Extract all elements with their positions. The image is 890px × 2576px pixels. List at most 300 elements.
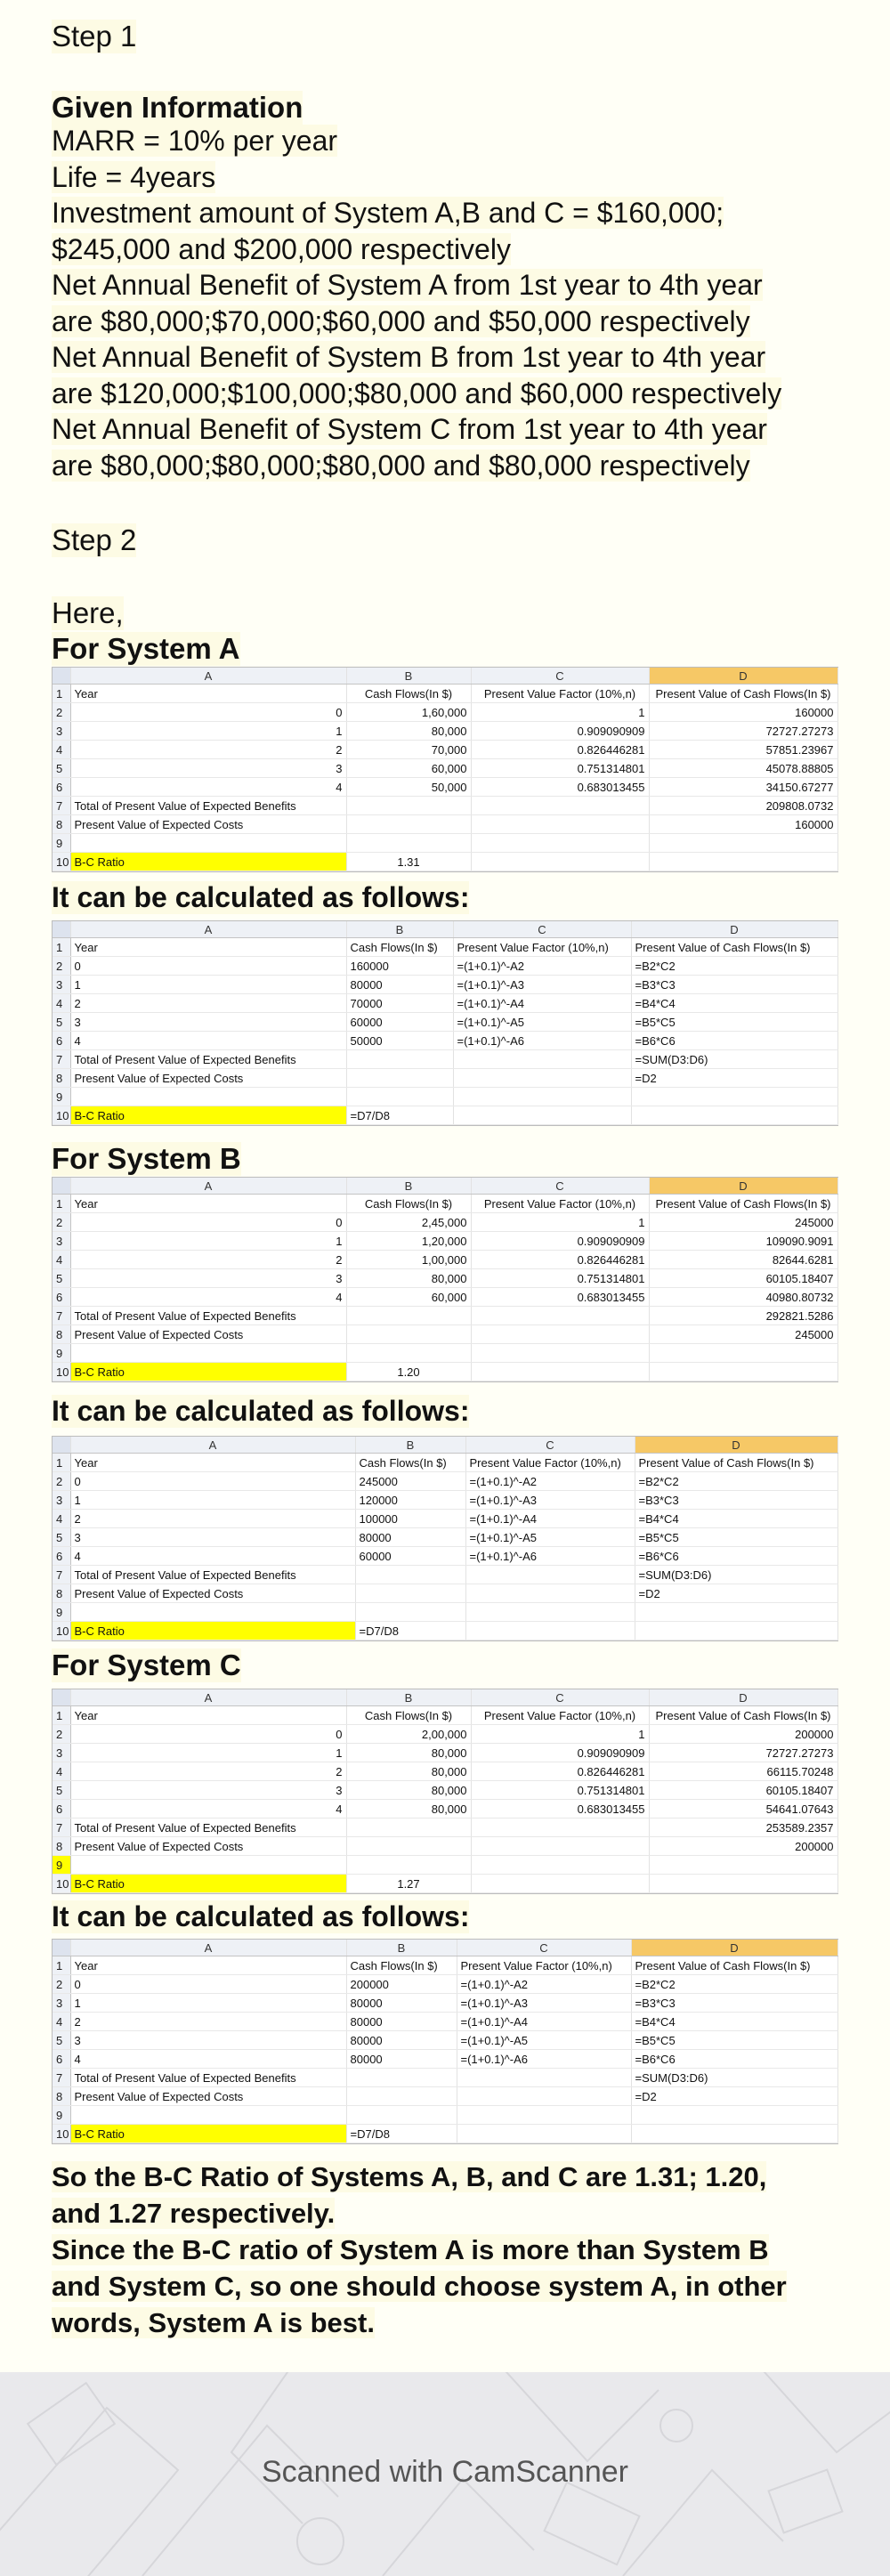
year-cell: 1	[70, 1744, 346, 1762]
row-number: 9	[53, 1856, 70, 1875]
given-line: Net Annual Benefit of System A from 1st year to 4th year	[52, 269, 763, 301]
row-number: 6	[53, 1800, 70, 1819]
column-header-d: D	[649, 1178, 837, 1195]
bc-ratio-label: B-C Ratio	[70, 1363, 346, 1381]
pv-formula-cell: =B2*C2	[631, 1975, 837, 1994]
row-number: 1	[53, 1454, 70, 1472]
row-number: 3	[53, 1491, 70, 1510]
pv-formula-cell: =B3*C3	[631, 976, 837, 994]
row-number: 6	[53, 1032, 70, 1050]
pv-cell: 57851.23967	[649, 741, 837, 759]
pv-costs-value: 160000	[649, 815, 837, 834]
row-number: 8	[53, 2087, 70, 2106]
column-header-b: B	[346, 1178, 471, 1195]
column-header-c: C	[465, 1437, 635, 1454]
row-number: 4	[53, 1251, 70, 1269]
pvf-cell: 0.826446281	[471, 741, 649, 759]
row-number: 9	[53, 834, 70, 853]
given-line: are $120,000;$100,000;$80,000 and $60,000 respectively	[52, 377, 782, 409]
column-header-c: C	[471, 1178, 649, 1195]
given-line: Life = 4years	[52, 160, 216, 193]
pv-formula-cell: =B5*C5	[631, 2031, 837, 2050]
calculation-heading: It can be calculated as follows:	[52, 1395, 470, 1427]
cash-cell: 60000	[355, 1547, 465, 1566]
pv-cell: 72727.27273	[649, 722, 837, 741]
year-cell: 4	[70, 1032, 346, 1050]
year-cell: 1	[70, 1491, 355, 1510]
row-number: 4	[53, 741, 70, 759]
bc-ratio-label: B-C Ratio	[70, 1875, 346, 1893]
pv-header: Present Value of Cash Flows(In $)	[649, 685, 837, 703]
pv-costs-label: Present Value of Expected Costs	[70, 1584, 355, 1603]
row-number: 4	[53, 1762, 70, 1781]
year-cell: 1	[70, 1994, 346, 2013]
pvf-cell: 0.751314801	[471, 759, 649, 778]
pv-formula-cell: =B4*C4	[635, 1510, 837, 1528]
total-benefits-label: Total of Present Value of Expected Benefits	[70, 1307, 346, 1325]
year-header: Year	[70, 1454, 355, 1472]
pvf-cell: 0.826446281	[471, 1251, 649, 1269]
costs-formula-cell: =D2	[631, 2087, 837, 2106]
pvf-formula-cell: =(1+0.1)^-A5	[465, 1528, 635, 1547]
row-number: 7	[53, 1050, 70, 1069]
given-line: $245,000 and $200,000 respectively	[52, 232, 511, 265]
cash-cell: 1,20,000	[346, 1232, 471, 1251]
conclusion-line: Since the B-C ratio of System A is more than System B	[52, 2234, 769, 2265]
pvf-cell: 0.683013455	[471, 1288, 649, 1307]
sheet-corner	[53, 1689, 70, 1706]
column-header-c: C	[453, 921, 631, 938]
column-header-a: A	[70, 668, 346, 685]
pvf-cell: 0.826446281	[471, 1762, 649, 1781]
cash-cell: 160000	[346, 957, 453, 976]
year-header: Year	[70, 1195, 346, 1213]
ratio-formula-cell: =D7/D8	[346, 2125, 457, 2143]
year-cell: 1	[70, 1232, 346, 1251]
pv-cell: 60105.18407	[649, 1781, 837, 1800]
costs-formula-cell: =D2	[635, 1584, 837, 1603]
row-number: 5	[53, 1013, 70, 1032]
system-c-values-sheet	[52, 1689, 838, 1894]
total-benefits-value: 253589.2357	[649, 1819, 837, 1837]
column-header-d: D	[649, 668, 837, 685]
conclusion-text	[52, 2159, 853, 2341]
year-cell: 2	[70, 1510, 355, 1528]
row-number: 4	[53, 1510, 70, 1528]
column-header-a: A	[70, 1689, 346, 1706]
row-number: 3	[53, 1232, 70, 1251]
row-number: 10	[53, 1622, 70, 1640]
pv-cell: 200000	[649, 1725, 837, 1744]
row-number: 7	[53, 2069, 70, 2087]
pv-formula-cell: =B6*C6	[631, 2050, 837, 2069]
row-number: 8	[53, 815, 70, 834]
pv-header: Present Value of Cash Flows(In $)	[649, 1195, 837, 1213]
year-cell: 0	[70, 1725, 346, 1744]
row-number: 6	[53, 1288, 70, 1307]
cash-cell: 50,000	[346, 778, 471, 797]
bc-ratio-label: B-C Ratio	[70, 2125, 346, 2143]
year-cell: 0	[70, 1213, 346, 1232]
pv-header: Present Value of Cash Flows(In $)	[631, 1956, 837, 1975]
cash-cell: 70000	[346, 994, 453, 1013]
row-number: 7	[53, 797, 70, 815]
total-benefits-label: Total of Present Value of Expected Benefits	[70, 797, 346, 815]
column-header-a: A	[70, 1178, 346, 1195]
here-text: Here,	[52, 596, 124, 629]
cash-cell: 60,000	[346, 759, 471, 778]
pv-costs-label: Present Value of Expected Costs	[70, 1069, 346, 1088]
row-number: 9	[53, 1344, 70, 1363]
pvf-header: Present Value Factor (10%,n)	[453, 938, 631, 957]
pvf-cell: 1	[471, 1725, 649, 1744]
row-number: 2	[53, 703, 70, 722]
row-number: 5	[53, 2031, 70, 2050]
pvf-header: Present Value Factor (10%,n)	[471, 1195, 649, 1213]
pv-cell: 160000	[649, 703, 837, 722]
costs-formula-cell: =D2	[631, 1069, 837, 1088]
pvf-formula-cell: =(1+0.1)^-A6	[457, 2050, 631, 2069]
total-benefits-label: Total of Present Value of Expected Benefits	[70, 2069, 346, 2087]
column-header-b: B	[355, 1437, 465, 1454]
pv-formula-cell: =B3*C3	[631, 1994, 837, 2013]
row-number: 5	[53, 1528, 70, 1547]
year-cell: 1	[70, 976, 346, 994]
row-number: 8	[53, 1325, 70, 1344]
cash-cell: 60,000	[346, 1288, 471, 1307]
pvf-cell: 1	[471, 1213, 649, 1232]
cash-flow-header: Cash Flows(In $)	[346, 685, 471, 703]
row-number: 1	[53, 1195, 70, 1213]
given-line: Net Annual Benefit of System C from 1st year to 4th year	[52, 413, 767, 445]
pvf-header: Present Value Factor (10%,n)	[457, 1956, 631, 1975]
row-number: 6	[53, 2050, 70, 2069]
cash-flow-header: Cash Flows(In $)	[346, 1706, 471, 1725]
year-cell: 2	[70, 741, 346, 759]
pvf-cell: 0.683013455	[471, 778, 649, 797]
given-information-text	[52, 123, 870, 483]
pv-costs-label: Present Value of Expected Costs	[70, 1325, 346, 1344]
year-cell: 3	[70, 759, 346, 778]
year-cell: 3	[70, 1528, 355, 1547]
pv-cell: 66115.70248	[649, 1762, 837, 1781]
row-number: 3	[53, 1994, 70, 2013]
column-header-b: B	[346, 1940, 457, 1956]
year-cell: 2	[70, 1251, 346, 1269]
cash-cell: 120000	[355, 1491, 465, 1510]
given-line: are $80,000;$80,000;$80,000 and $80,000 respectively	[52, 449, 750, 482]
pvf-cell: 0.909090909	[471, 1744, 649, 1762]
cash-cell: 80000	[346, 976, 453, 994]
row-number: 10	[53, 1875, 70, 1893]
column-header-b: B	[346, 668, 471, 685]
camscanner-footer	[0, 2372, 890, 2576]
bc-ratio-value: 1.27	[346, 1875, 471, 1893]
cash-cell: 60000	[346, 1013, 453, 1032]
ratio-formula-cell: =D7/D8	[346, 1106, 453, 1125]
column-header-a: A	[70, 1940, 346, 1956]
column-header-a: A	[70, 1437, 355, 1454]
pvf-formula-cell: =(1+0.1)^-A5	[453, 1013, 631, 1032]
pvf-formula-cell: =(1+0.1)^-A2	[465, 1472, 635, 1491]
row-number: 8	[53, 1837, 70, 1856]
given-line: Investment amount of System A,B and C = $160,000;	[52, 197, 724, 229]
cash-cell: 80000	[355, 1528, 465, 1547]
calculation-heading: It can be calculated as follows:	[52, 1900, 470, 1932]
pv-formula-cell: =B2*C2	[635, 1472, 837, 1491]
pv-costs-label: Present Value of Expected Costs	[70, 1837, 346, 1856]
cash-cell: 70,000	[346, 741, 471, 759]
row-number: 4	[53, 2013, 70, 2031]
given-information-heading: Given Information	[52, 91, 303, 124]
sheet-corner	[53, 921, 70, 938]
year-cell: 0	[70, 1975, 346, 1994]
cash-cell: 80000	[346, 2031, 457, 2050]
system-a-title: For System A	[52, 632, 240, 665]
year-cell: 3	[70, 1269, 346, 1288]
year-cell: 3	[70, 1781, 346, 1800]
row-number: 1	[53, 685, 70, 703]
row-number: 9	[53, 1088, 70, 1106]
given-line: MARR = 10% per year	[52, 125, 338, 157]
ratio-formula-cell: =D7/D8	[355, 1622, 465, 1640]
row-number: 6	[53, 778, 70, 797]
pvf-formula-cell: =(1+0.1)^-A5	[457, 2031, 631, 2050]
year-cell: 0	[70, 1472, 355, 1491]
pvf-formula-cell: =(1+0.1)^-A3	[457, 1994, 631, 2013]
column-header-c: C	[471, 1689, 649, 1706]
cash-cell: 80,000	[346, 1781, 471, 1800]
cash-cell: 80000	[346, 1994, 457, 2013]
cash-flow-header: Cash Flows(In $)	[355, 1454, 465, 1472]
row-number: 1	[53, 1706, 70, 1725]
row-number: 5	[53, 759, 70, 778]
column-header-b: B	[346, 1689, 471, 1706]
pv-formula-cell: =B2*C2	[631, 957, 837, 976]
system-a-values-sheet	[52, 667, 838, 872]
pvf-cell: 0.683013455	[471, 1800, 649, 1819]
pvf-header: Present Value Factor (10%,n)	[471, 685, 649, 703]
row-number: 3	[53, 1744, 70, 1762]
cash-cell: 100000	[355, 1510, 465, 1528]
pvf-formula-cell: =(1+0.1)^-A2	[457, 1975, 631, 1994]
pvf-header: Present Value Factor (10%,n)	[465, 1454, 635, 1472]
calculation-heading: It can be calculated as follows:	[52, 881, 470, 913]
pv-formula-cell: =B5*C5	[631, 1013, 837, 1032]
year-cell: 1	[70, 722, 346, 741]
pv-cell: 54641.07643	[649, 1800, 837, 1819]
pv-formula-cell: =B4*C4	[631, 2013, 837, 2031]
row-number: 10	[53, 853, 70, 871]
cash-cell: 80000	[346, 2050, 457, 2069]
pv-header: Present Value of Cash Flows(In $)	[631, 938, 837, 957]
system-b-title: For System B	[52, 1142, 241, 1175]
sheet-corner	[53, 1178, 70, 1195]
pv-formula-cell: =B4*C4	[631, 994, 837, 1013]
year-header: Year	[70, 685, 346, 703]
row-number: 7	[53, 1566, 70, 1584]
row-number: 10	[53, 1363, 70, 1381]
given-line: Net Annual Benefit of System B from 1st year to 4th year	[52, 341, 766, 373]
pvf-formula-cell: =(1+0.1)^-A4	[453, 994, 631, 1013]
cash-cell: 2,45,000	[346, 1213, 471, 1232]
row-number: 9	[53, 1603, 70, 1622]
cash-cell: 245000	[355, 1472, 465, 1491]
bc-ratio-label: B-C Ratio	[70, 1106, 346, 1125]
cash-cell: 80,000	[346, 1744, 471, 1762]
pvf-cell: 0.751314801	[471, 1269, 649, 1288]
row-number: 10	[53, 1106, 70, 1125]
total-benefits-label: Total of Present Value of Expected Benefits	[70, 1566, 355, 1584]
row-number: 2	[53, 1975, 70, 1994]
row-number: 9	[53, 2106, 70, 2125]
row-number: 5	[53, 1781, 70, 1800]
row-number: 8	[53, 1584, 70, 1603]
system-b-values-sheet	[52, 1177, 838, 1382]
year-cell: 2	[70, 1762, 346, 1781]
cash-cell: 80,000	[346, 1762, 471, 1781]
conclusion-line: So the B-C Ratio of Systems A, B, and C are 1.31; 1.20,	[52, 2161, 767, 2192]
row-number: 1	[53, 938, 70, 957]
year-cell: 2	[70, 2013, 346, 2031]
pvf-formula-cell: =(1+0.1)^-A3	[453, 976, 631, 994]
pvf-formula-cell: =(1+0.1)^-A4	[465, 1510, 635, 1528]
pvf-formula-cell: =(1+0.1)^-A2	[453, 957, 631, 976]
pv-header: Present Value of Cash Flows(In $)	[649, 1706, 837, 1725]
year-cell: 4	[70, 1800, 346, 1819]
pvf-cell: 0.909090909	[471, 722, 649, 741]
cash-flow-header: Cash Flows(In $)	[346, 1956, 457, 1975]
pvf-header: Present Value Factor (10%,n)	[471, 1706, 649, 1725]
year-cell: 4	[70, 1288, 346, 1307]
bc-ratio-label: B-C Ratio	[70, 853, 346, 871]
cash-cell: 200000	[346, 1975, 457, 1994]
row-number: 5	[53, 1269, 70, 1288]
row-number: 3	[53, 976, 70, 994]
pv-formula-cell: =B5*C5	[635, 1528, 837, 1547]
pv-cell: 60105.18407	[649, 1269, 837, 1288]
pv-costs-value: 245000	[649, 1325, 837, 1344]
row-number: 1	[53, 1956, 70, 1975]
bc-ratio-label: B-C Ratio	[70, 1622, 355, 1640]
column-header-d: D	[649, 1689, 837, 1706]
row-number: 7	[53, 1307, 70, 1325]
row-number: 2	[53, 1472, 70, 1491]
row-number: 3	[53, 722, 70, 741]
pv-formula-cell: =B6*C6	[631, 1032, 837, 1050]
system-a-formula-sheet	[52, 920, 838, 1126]
year-cell: 4	[70, 2050, 346, 2069]
pvf-cell: 1	[471, 703, 649, 722]
sheet-corner	[53, 1940, 70, 1956]
system-b-formula-sheet	[52, 1436, 838, 1641]
sum-formula-cell: =SUM(D3:D6)	[631, 2069, 837, 2087]
given-line: are $80,000;$70,000;$60,000 and $50,000 respectively	[52, 304, 750, 337]
column-header-d: D	[635, 1437, 837, 1454]
year-cell: 3	[70, 2031, 346, 2050]
year-cell: 0	[70, 703, 346, 722]
cash-flow-header: Cash Flows(In $)	[346, 1195, 471, 1213]
cash-cell: 80,000	[346, 1269, 471, 1288]
sum-formula-cell: =SUM(D3:D6)	[635, 1566, 837, 1584]
row-number: 2	[53, 1725, 70, 1744]
row-number: 10	[53, 2125, 70, 2143]
system-c-formula-sheet	[52, 1939, 838, 2144]
total-benefits-label: Total of Present Value of Expected Benefits	[70, 1050, 346, 1069]
step-2-heading: Step 2	[52, 523, 137, 556]
pv-costs-label: Present Value of Expected Costs	[70, 2087, 346, 2106]
pv-cell: 82644.6281	[649, 1251, 837, 1269]
pvf-cell: 0.909090909	[471, 1232, 649, 1251]
year-cell: 4	[70, 1547, 355, 1566]
column-header-c: C	[457, 1940, 631, 1956]
conclusion-line: and System C, so one should choose system A, in other	[52, 2271, 787, 2302]
pv-formula-cell: =B3*C3	[635, 1491, 837, 1510]
sheet-corner	[53, 1437, 70, 1454]
total-benefits-label: Total of Present Value of Expected Benefits	[70, 1819, 346, 1837]
cash-cell: 80,000	[346, 722, 471, 741]
conclusion-line: and 1.27 respectively.	[52, 2198, 336, 2229]
total-benefits-value: 292821.5286	[649, 1307, 837, 1325]
year-cell: 0	[70, 957, 346, 976]
column-header-d: D	[631, 1940, 837, 1956]
pv-costs-label: Present Value of Expected Costs	[70, 815, 346, 834]
year-header: Year	[70, 1956, 346, 1975]
year-cell: 2	[70, 994, 346, 1013]
row-number: 2	[53, 957, 70, 976]
cash-flow-header: Cash Flows(In $)	[346, 938, 453, 957]
year-cell: 3	[70, 1013, 346, 1032]
total-benefits-value: 209808.0732	[649, 797, 837, 815]
cash-cell: 80,000	[346, 1800, 471, 1819]
column-header-b: B	[346, 921, 453, 938]
pvf-formula-cell: =(1+0.1)^-A3	[465, 1491, 635, 1510]
conclusion-line: words, System A is best.	[52, 2307, 375, 2338]
column-header-a: A	[70, 921, 346, 938]
pv-cell: 109090.9091	[649, 1232, 837, 1251]
cash-cell: 1,00,000	[346, 1251, 471, 1269]
cash-cell: 2,00,000	[346, 1725, 471, 1744]
pv-cell: 40980.80732	[649, 1288, 837, 1307]
row-number: 8	[53, 1069, 70, 1088]
step-1-heading: Step 1	[52, 20, 137, 53]
pv-header: Present Value of Cash Flows(In $)	[635, 1454, 837, 1472]
pv-formula-cell: =B6*C6	[635, 1547, 837, 1566]
cash-cell: 1,60,000	[346, 703, 471, 722]
sheet-corner	[53, 668, 70, 685]
pvf-formula-cell: =(1+0.1)^-A6	[465, 1547, 635, 1566]
column-header-c: C	[471, 668, 649, 685]
camscanner-watermark: Scanned with CamScanner	[261, 2455, 628, 2489]
row-number: 6	[53, 1547, 70, 1566]
year-header: Year	[70, 1706, 346, 1725]
year-cell: 4	[70, 778, 346, 797]
pv-cell: 245000	[649, 1213, 837, 1232]
pv-cell: 45078.88805	[649, 759, 837, 778]
pv-cell: 72727.27273	[649, 1744, 837, 1762]
cash-cell: 50000	[346, 1032, 453, 1050]
pvf-cell: 0.751314801	[471, 1781, 649, 1800]
pv-costs-value: 200000	[649, 1837, 837, 1856]
year-header: Year	[70, 938, 346, 957]
pv-cell: 34150.67277	[649, 778, 837, 797]
bc-ratio-value: 1.31	[346, 853, 471, 871]
row-number: 7	[53, 1819, 70, 1837]
row-number: 4	[53, 994, 70, 1013]
row-number: 2	[53, 1213, 70, 1232]
pvf-formula-cell: =(1+0.1)^-A6	[453, 1032, 631, 1050]
pvf-formula-cell: =(1+0.1)^-A4	[457, 2013, 631, 2031]
